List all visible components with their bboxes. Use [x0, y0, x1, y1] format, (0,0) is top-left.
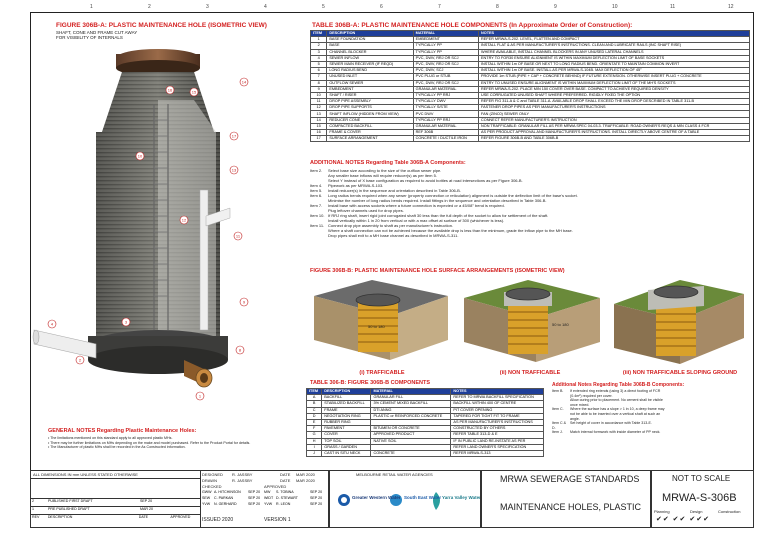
- checker-row: [202, 502, 328, 508]
- table-cell: PVC PLUG or STUB: [413, 74, 478, 80]
- checker-cell: D. STEWART: [276, 496, 298, 500]
- table-cell: I: [307, 444, 322, 450]
- check-design: Design: [690, 509, 703, 514]
- note-key: Item 2.: [310, 168, 323, 173]
- table-cell: SURFACE ARRANGEMENT: [327, 136, 413, 142]
- table-cell: 9: [311, 86, 327, 92]
- table-cell: PAVEMENT: [322, 426, 371, 432]
- table-cell: DTI ANNG: [371, 407, 451, 413]
- table-cell: GRANULAR FILL: [371, 395, 451, 401]
- note-text: Install vertically within 1 in 20 from vertical or with a max offset at surface of 300 (whichever is less).: [328, 218, 505, 223]
- general-note: • The Manufacturer of plastic MHs shall be recorded in the As Constructed information.: [48, 445, 186, 450]
- drawn-label: DRAWN: [202, 478, 217, 483]
- table-cell: DROP PIPE ASSEMBLY: [327, 99, 413, 105]
- note-row: [310, 233, 750, 238]
- standards-title: MRWA SEWERAGE STANDARDS: [500, 474, 640, 484]
- table-cell: 3: [311, 49, 327, 55]
- table-cell: USE CORRUGATED UNUSED SHAFT WHERE PREFERRED. RIGIDLY FIXED THE OPTION: [479, 92, 750, 98]
- revision-cell: MAR 20: [140, 507, 153, 511]
- revision-cell: PUBLISHED FIRST DRAFT: [48, 499, 93, 503]
- table-cell: STABILIZED BACKFILL: [322, 401, 371, 407]
- table-cell: ENTRY TO FOR30 ENSURE ALIGNMENT IS WITHIN MAXIMUM DEFLECTION LIMIT OF BASE SOCKETS: [479, 55, 750, 61]
- scale: NOT TO SCALE: [672, 474, 731, 483]
- table-cell: GRANULAR MATERIAL: [413, 86, 478, 92]
- note-text: Set height of cover in accordance with Table 313-E.: [570, 421, 652, 426]
- table-cell: GRANULAR MATERIAL: [413, 123, 478, 129]
- table-header: MATERIAL: [371, 389, 451, 395]
- note-key: [310, 233, 328, 238]
- table-cell: EMBEDMENT: [413, 37, 478, 43]
- svg-text:12: 12: [181, 217, 187, 223]
- note-key: Item 10.: [310, 213, 325, 218]
- table-cell: PVC, DWV, RRJ OR SCJ: [413, 61, 478, 67]
- table-cell: 10: [311, 92, 327, 98]
- note-text: (0.4m²) required per cover.: [570, 393, 613, 398]
- note-text: Drop pipes shall exit to a MH base channel as described in MRWA-S-311.: [328, 233, 459, 238]
- table-cell: 8: [311, 80, 327, 86]
- table-cell: PVC, DWV, RRJ OR SCJ: [413, 80, 478, 86]
- table-cell: REFER TO MRWA BACKFILL SPECIFICATION: [451, 395, 544, 401]
- drawing-title: MAINTENANCE HOLES, PLASTIC: [500, 502, 642, 512]
- table-cell: 3% CEMENT MIXED BACKFILL: [371, 401, 451, 407]
- table-cell: CONNECT REFER MANUFACTURER'S INSTRUCTION: [479, 117, 750, 123]
- table-cell: J: [307, 450, 322, 456]
- approved-label: APPROVED: [264, 484, 287, 489]
- grid-number: 10: [612, 4, 618, 10]
- table-cell: A: [307, 395, 322, 401]
- table-b-title: TABLE 306-B: FIGURE 306B-B COMPONENTS: [310, 380, 430, 386]
- table-cell: SEWER MAIN RECEIVER (IF REQD): [327, 61, 413, 67]
- svg-text:8: 8: [238, 347, 242, 353]
- table-cell: INSTALL FLAT & AS PER MANUFACTURER'S INSTRUCTIONS. CLEAN AND LUBRICATE RAILS (INC SHAFT RISE): [479, 43, 750, 49]
- table-cell: SEWER INFLOW: [327, 55, 413, 61]
- figure-a-subtitle-1: SHAFT, CONE AND FRAME CUT AWAY: [56, 30, 138, 35]
- checked-label: CHECKED: [202, 484, 222, 489]
- checkers-list: [202, 490, 328, 508]
- table-cell: REF 306B: [413, 130, 478, 136]
- table-cell: TYPICALLY PP RRJ: [413, 92, 478, 98]
- table-cell: INSTALL WITHIN 1m OF BASE OR NEXT TO LONG RADIUS BEND. ORIENTATE TO MAINTAIN COMMON INVERT: [479, 61, 750, 67]
- checker-cell: SEW: [202, 496, 211, 500]
- grid-number: 4: [264, 4, 267, 10]
- svg-text:4: 4: [50, 321, 54, 327]
- note-text: Allow curing prior to placement. No cement shall be visible: [570, 398, 663, 403]
- checker-cell: SEP 20: [310, 490, 323, 494]
- table-cell: NON TRAFFICABLE: GRANULAR FILL AS PER MRWA SPEC 04-03.3. TRAFFICABLE: ROAD OWNER'S REQS & MIN CLASS 4 FCR: [479, 123, 750, 129]
- grid-number: 1: [90, 4, 93, 10]
- table-cell: NATIVE SOIL: [371, 438, 451, 444]
- drawn-by: R. JASSBY: [232, 478, 253, 483]
- dimensions-note: ALL DIMENSIONS IN mm UNLESS STATED OTHERWISE: [33, 472, 138, 477]
- table-row: [307, 450, 544, 456]
- note-text: angle.: [570, 416, 580, 421]
- drawing-number: MRWA-S-306B: [662, 492, 737, 504]
- note-text: once mixed.: [570, 402, 590, 407]
- note-text: Select base size according to the size of the outflow sewer pipe.: [328, 168, 442, 173]
- table-cell: TYPICALLY S/STE: [413, 105, 478, 111]
- table-cell: COMPACTED BACKFILL: [327, 123, 413, 129]
- table-cell: TOP SOIL: [322, 438, 371, 444]
- caption-sloping-ground: (iii) NON TRAFFICABLE SLOPING GROUND: [622, 370, 738, 376]
- table-cell: PVC, DWV, RRJ OR SCJ: [413, 55, 478, 61]
- revision-header-cell: APPROVED: [170, 515, 191, 519]
- revision-header-cell: DESCRIPTION: [47, 515, 73, 519]
- table-cell: 14: [311, 117, 327, 123]
- caption-non-trafficable: (ii) NON TRAFFICABLE: [499, 370, 561, 376]
- note-text: Long radius bends required when any sewer (property connection or reticulation) alignment is outside the deflection limit of the base's socket.: [328, 193, 578, 198]
- check-marks: ✔✔ ✔✔ ✔✔✔: [656, 516, 710, 523]
- checker-cell: YVW: [202, 502, 211, 506]
- table-cell: 2: [311, 43, 327, 49]
- revision-cell: 2: [32, 499, 34, 503]
- checker-cell: SEP 20: [248, 496, 261, 500]
- note-text: Minimise the number of long radius bends required. Install fittings in the sequence and orientation described in Table 306-B.: [328, 198, 547, 203]
- note-text: If extended ring extends (using 3) a direct footing of FCR: [570, 389, 661, 393]
- table-cell: UNUSED INLET: [327, 74, 413, 80]
- revision-header-cell: DATE: [138, 515, 149, 519]
- svg-text:13: 13: [231, 167, 237, 173]
- designed-label: DESIGNED: [202, 472, 223, 477]
- checker-cell: MW: [264, 490, 271, 494]
- grid-number: 5: [322, 4, 325, 10]
- table-cell: D: [307, 413, 322, 419]
- table-cell: OUTFLOW SEWER: [327, 80, 413, 86]
- table-cell: BACKFILL WITHIN 400 OF CENTRE: [451, 401, 544, 407]
- table-cell: LONG RADIUS BEND: [327, 68, 413, 74]
- table-cell: SHAFT INFLOW (HIDDEN FROM VIEW): [327, 111, 413, 117]
- revision-cell: SEP 20: [140, 499, 153, 503]
- table-cell: 16: [311, 130, 327, 136]
- designed-date: MAR 2020: [296, 472, 315, 477]
- table-cell: 1: [311, 37, 327, 43]
- revision-cell: PRE PUBLISHED DRAFT: [48, 507, 90, 511]
- general-note: • There may be further limitations on MHs depending on the make and model purchased. Refer to the Product Portal for details.: [48, 440, 251, 445]
- grid-number: 6: [380, 4, 383, 10]
- table-cell: NEGOTIATION RING: [322, 413, 371, 419]
- grid-number: 12: [728, 4, 734, 10]
- table-cell: 17: [311, 136, 327, 142]
- note-text: Plug leftover channels used for drop pipes.: [328, 208, 404, 213]
- table-cell: REFER FIG 311-A & C and TABLE 311-A. AVAILABLE DROP SHALL EXCEED THE MIN DROP DESCRIBED IN TABLE 311-B: [479, 99, 750, 105]
- table-cell: FASTENER DROP PIPES AS PER MANUFACTURER'S INSTRUCTIONS: [479, 105, 750, 111]
- check-construction: Construction: [718, 509, 741, 514]
- table-cell: C: [307, 407, 322, 413]
- version: VERSION 1: [264, 517, 291, 523]
- table-b-components: [306, 388, 544, 457]
- issued: ISSUED 2020: [202, 517, 234, 523]
- table-cell: REDUCER CONE: [327, 117, 413, 123]
- drawn-date: MAR 2020: [296, 478, 315, 483]
- note-key: Item J.: [552, 430, 563, 435]
- table-cell: PVC, DWV, SCJ: [413, 68, 478, 74]
- note-key: Item C.: [552, 407, 564, 412]
- note-key: Item B.: [552, 389, 564, 393]
- table-header: NOTES: [451, 389, 544, 395]
- additional-notes-b: [552, 389, 748, 435]
- note-key: Item 7.: [310, 203, 323, 208]
- table-cell: PROVIDE 1m STUB (PIPE + CAP + CONCRETE BEHIND) IF FUTURE EXTENSION. OTHERWISE INSERT PLUG + CONCRETE: [479, 74, 750, 80]
- table-cell: 7: [311, 74, 327, 80]
- figure-a-subtitle-2: FOR VISIBILITY OF INTERNALS: [56, 35, 123, 40]
- table-cell: F: [307, 426, 322, 432]
- table-cell: REFER TABLE 313-D & E: [451, 432, 544, 438]
- table-row: [311, 136, 750, 142]
- figure-a-title: FIGURE 306B-A: PLASTIC MAINTENANCE HOLE (ISOMETRIC VIEW): [56, 22, 267, 29]
- general-note: • The limitations mentioned on this standard apply to all approved plastic MHs.: [48, 436, 173, 440]
- note-text: Select Y instead of X base configuration as required to avoid bottles at road intersections as per Figure 306-B.: [328, 178, 523, 183]
- revision-row: [30, 498, 200, 506]
- table-cell: FAN (ZINC0) SEWER ONLY: [479, 111, 750, 117]
- agency-logos: [336, 484, 481, 520]
- table-cell: 6: [311, 68, 327, 74]
- table-cell: REFER LAND OWNER'S SPECIFICATION: [451, 444, 544, 450]
- table-cell: CAST IN SITU NECK: [322, 450, 371, 456]
- table-cell: COVER: [322, 432, 371, 438]
- table-cell: TAPERED FOR TIGHT FIT TO FRAME: [451, 413, 544, 419]
- svg-text:3: 3: [124, 319, 128, 325]
- checker-cell: SEP 20: [248, 502, 261, 506]
- table-cell: H: [307, 438, 322, 444]
- dimension-label-2: 50 to 180: [552, 322, 569, 327]
- table-cell: DROP PIPE SUPPORTS: [327, 105, 413, 111]
- table-cell: AS PER PRODUCT APPROVAL AND MANUFACTURER'S INSTRUCTIONS. INSTALL DIRECTLY ABOVE CENTRE OF A TABLE: [479, 130, 750, 136]
- note-text: Any smaller base inflows will require reducer(s) as per item 5.: [328, 173, 437, 178]
- svg-text:16: 16: [167, 87, 173, 93]
- checker-cell: S. TOBINA: [276, 490, 294, 494]
- table-cell: E: [307, 419, 322, 425]
- table-cell: 13: [311, 111, 327, 117]
- grid-number: 7: [438, 4, 441, 10]
- checker-cell: C. PARKAN: [214, 496, 234, 500]
- svg-text:17: 17: [231, 133, 237, 139]
- note-key: Item 4.: [310, 183, 323, 188]
- svg-text:15: 15: [191, 89, 197, 95]
- date-label-1: DATE: [280, 472, 291, 477]
- agencies-label: MELBOURNE RETAIL WATER AGENCIES: [356, 472, 433, 477]
- table-cell: TYPICALLY DWV: [413, 99, 478, 105]
- general-notes-title: GENERAL NOTES Regarding Plastic Maintenance Holes:: [48, 428, 197, 434]
- table-cell: APPROVED PRODUCT: [371, 432, 451, 438]
- date-label-2: DATE: [280, 478, 291, 483]
- grid-number: 3: [206, 4, 209, 10]
- table-cell: REFER MRWA-S-313: [451, 450, 544, 456]
- note-key: Item C & D.: [552, 421, 566, 430]
- additional-notes-a-title: ADDITIONAL NOTES Regarding Table 306B-A Components:: [310, 160, 466, 166]
- table-cell: TYPICALLY PP RRJ: [413, 117, 478, 123]
- table-cell: WHERE AVAILABLE, INSTALL CHANNEL BLOCKERS IN ANY UNUSED LATERAL CHANNELS: [479, 49, 750, 55]
- note-text: not be able to be inserted over a vertical shaft at such an: [570, 411, 661, 416]
- table-header: MATERIAL: [413, 31, 478, 37]
- checker-cell: SEP 20: [310, 496, 323, 500]
- table-cell: G: [307, 432, 322, 438]
- note-text: Install reducer(s) in the sequence and orientation described in Table 306-B.: [328, 188, 461, 193]
- table-cell: TYPICALLY PP: [413, 49, 478, 55]
- table-cell: 12: [311, 105, 327, 111]
- checker-cell: N. GERHARD: [214, 502, 237, 506]
- checker-cell: WIDT: [264, 496, 274, 500]
- checker-cell: A. HITCHINSON: [214, 490, 241, 494]
- surface-arrangement-trafficable: [314, 280, 448, 360]
- surface-arrangement-sloping-ground: [614, 280, 744, 364]
- table-cell: BASE: [327, 43, 413, 49]
- note-text: Connect drop pipe assembly to shaft as per manufacturer's instruction.: [328, 223, 454, 228]
- table-cell: PLASTIC or REINFORCED CONCRETE: [371, 413, 451, 419]
- checker-cell: YVW: [264, 502, 273, 506]
- note-text: Pipework as per MRWA-S-103.: [328, 183, 384, 188]
- table-cell: 11: [311, 99, 327, 105]
- table-row: [307, 413, 544, 419]
- figure-b-title: FIGURE 306B-B: PLASTIC MAINTENANCE HOLE SURFACE ARRANGEMENTS (ISOMETRIC VIEW): [310, 268, 565, 274]
- table-cell: BITUMEN OR CONCRETE: [371, 426, 451, 432]
- checker-cell: R. LEON: [276, 502, 291, 506]
- revision-header-cell: REV: [32, 515, 40, 519]
- table-cell: BACKFILL: [322, 395, 371, 401]
- table-cell: PIT COVER OPENING: [451, 407, 544, 413]
- grid-number: 8: [496, 4, 499, 10]
- logo-yarra-valley-water: Yarra Valley Water: [442, 495, 481, 500]
- table-cell: CHANNEL BLOCKER: [327, 49, 413, 55]
- table-a-title: TABLE 306B-A: PLASTIC MAINTENANCE HOLE COMPONENTS (In Approximate Order of Construction):: [312, 22, 633, 29]
- table-cell: EMBEDMENT: [327, 86, 413, 92]
- table-header: DESCRIPTION: [322, 389, 371, 395]
- table-cell: CONCRETE / DUCTILE IRON: [413, 136, 478, 142]
- table-cell: REFER FIGURE 306B-B AND TABLE 306B-B: [479, 136, 750, 142]
- table-cell: BASE FOUNDATION: [327, 37, 413, 43]
- note-row: [552, 421, 748, 430]
- revision-header: [30, 514, 200, 522]
- svg-text:10: 10: [137, 153, 143, 159]
- revision-row: [30, 506, 200, 514]
- table-cell: TYPICALLY PP: [413, 43, 478, 49]
- note-text: Where the surface has a slope > 1 in 10, a deep frame may: [570, 407, 665, 412]
- note-text: If RRJ ring shaft, insert rigid joint corrugated shaft 30 less than the full depth of the socket to allow for settlement of the shaft.: [328, 213, 549, 218]
- caption-trafficable: (i) TRAFFICABLE: [359, 370, 405, 376]
- table-cell: PVC DWV: [413, 111, 478, 117]
- table-cell: 5: [311, 61, 327, 67]
- table-cell: B: [307, 401, 322, 407]
- table-header: ITEM: [307, 389, 322, 395]
- additional-notes-a: [310, 168, 750, 238]
- grid-number: 11: [670, 4, 676, 10]
- note-text: Match internal formwork with inside diameter of PP neck.: [570, 430, 661, 435]
- table-cell: GRASS / GARDEN: [322, 444, 371, 450]
- table-row: [307, 401, 544, 407]
- svg-text:2: 2: [78, 357, 82, 363]
- note-key: Item 5.: [310, 188, 323, 193]
- table-cell: FRAME: [322, 407, 371, 413]
- table-a-components: [310, 30, 750, 142]
- table-cell: AS PER MANUFACTURER'S INSTRUCTIONS: [451, 419, 544, 425]
- table-cell: REFER MRWA-S-202. PLACE MIN 150 COVER OVER BASE. COMPACT TO ACHIEVE REQUIRED DENSITY: [479, 86, 750, 92]
- dimension-label-1: 50 to 180: [368, 324, 385, 329]
- additional-notes-b-title: Additional Notes Regarding Table 306B-B Components:: [552, 382, 685, 388]
- note-row: [552, 430, 748, 435]
- svg-text:11: 11: [235, 233, 241, 239]
- table-header: NOTES: [479, 31, 750, 37]
- table-cell: REFER MRWA-S-202. LEVEL, FLATTEN AND COMPACT: [479, 37, 750, 43]
- note-key: Item 11.: [310, 223, 325, 228]
- checker-cell: GWW: [202, 490, 212, 494]
- designed-by: R. JASSBY: [232, 472, 253, 477]
- general-notes: [48, 436, 298, 450]
- svg-text:14: 14: [241, 79, 247, 85]
- table-header: ITEM: [311, 31, 327, 37]
- table-cell: 4: [311, 55, 327, 61]
- grid-number: 2: [148, 4, 151, 10]
- note-text: Where a shaft connection can not be achieved because the available drop is less than the minimum, grade the inflow pipe to the MH base.: [328, 228, 573, 233]
- surface-arrangement-non-trafficable: [464, 280, 600, 362]
- table-cell: CONSTRUCTED BY OTHERS: [451, 426, 544, 432]
- checker-cell: SEP 20: [310, 502, 323, 506]
- table-cell: 15: [311, 123, 327, 129]
- table-cell: FRAME & COVER: [327, 130, 413, 136]
- checker-cell: SEP 20: [248, 490, 261, 494]
- table-cell: RUBBER RING: [322, 419, 371, 425]
- grid-number: 9: [554, 4, 557, 10]
- table-cell: INSTALL WITHIN 1m OF BASE. INSTALL AS PER MRWA-S-104B. MAX DEFLECTION OF 45°: [479, 68, 750, 74]
- maintenance-hole-isometric-drawing: [34, 40, 290, 420]
- table-cell: IF IN PUBLIC LAND RE-INSTATE AS PER: [451, 438, 544, 444]
- surface-arrangements-drawing: [308, 276, 748, 370]
- revision-cell: 1: [32, 507, 34, 511]
- table-cell: CONCRETE: [371, 450, 451, 456]
- check-planning: Planning: [654, 509, 670, 514]
- revision-table: [30, 498, 200, 522]
- table-cell: ENTRY TO UNUSED ENSURE ALIGNMENT IS WITHIN MAXIMUM DEFLECTION LIMIT OF THE MH'S SOCKETS: [479, 80, 750, 86]
- logo-south-east-water: South East Water: [404, 495, 442, 500]
- table-header: DESCRIPTION: [327, 31, 413, 37]
- table-cell: SHAFT / RISER: [327, 92, 413, 98]
- svg-text:1: 1: [198, 393, 202, 399]
- note-text: Install base with access sockets where a future connection is expected or a 45/08° bend is required.: [328, 203, 505, 208]
- logo-greater-western-water: Greater Western Water: [352, 495, 401, 500]
- svg-text:9: 9: [242, 299, 246, 305]
- note-key: Item 6.: [310, 193, 323, 198]
